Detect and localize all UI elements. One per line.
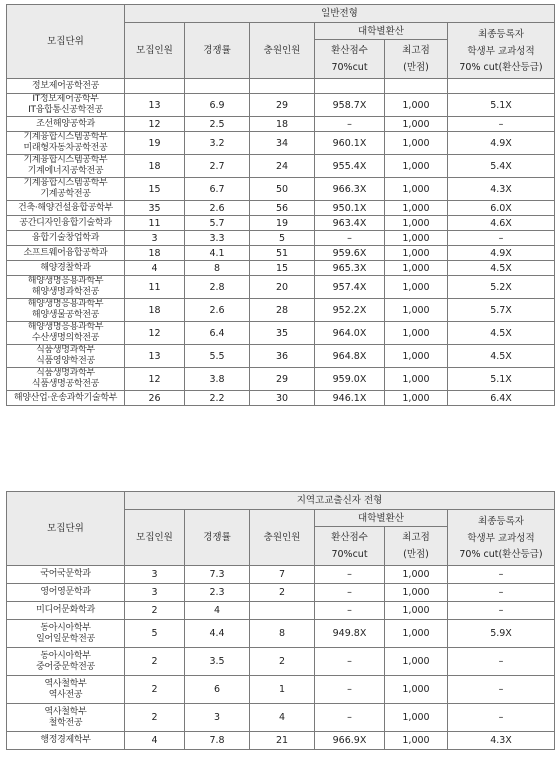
max-score-cell: 1,000: [385, 299, 448, 322]
table-row: [7, 261, 555, 276]
competition-cell: 6.9: [185, 94, 250, 117]
recruit-cell: 3: [125, 566, 185, 584]
grade-cell: [448, 79, 555, 94]
recruit-cell: 4: [125, 261, 185, 276]
competition-cell: 4.1: [185, 246, 250, 261]
conv-score-cell: –: [315, 584, 385, 602]
header-recruit: 모집인원: [125, 510, 185, 566]
conv-score-cell: 966.9X: [315, 732, 385, 750]
unit-cell: 해양생명응용과학부 해양생명과학전공: [7, 276, 125, 299]
table-row: [7, 391, 555, 406]
unit-cell: 역사철학부 역사전공: [7, 676, 125, 704]
table-row: [7, 178, 555, 201]
grade-cell: –: [448, 584, 555, 602]
grade-cell: 6.4X: [448, 391, 555, 406]
header-competition: 경쟁률: [185, 23, 250, 79]
header-univ-conversion: 대학별환산: [315, 23, 448, 40]
conv-score-cell: 963.4X: [315, 216, 385, 231]
max-score-cell: 1,000: [385, 391, 448, 406]
header-unit: 모집단위: [7, 492, 125, 566]
table-row: [7, 602, 555, 620]
max-score-cell: 1,000: [385, 648, 448, 676]
recruit-cell: 18: [125, 155, 185, 178]
grade-cell: 4.5X: [448, 261, 555, 276]
header-max-score: 최고점 (만점): [385, 40, 448, 79]
filled-cell: 7: [250, 566, 315, 584]
table-row: [7, 246, 555, 261]
conv-score-cell: 955.4X: [315, 155, 385, 178]
conv-score-cell: –: [315, 566, 385, 584]
max-score-cell: 1,000: [385, 231, 448, 246]
conv-score-cell: 965.3X: [315, 261, 385, 276]
filled-cell: 4: [250, 704, 315, 732]
grade-cell: 5.1X: [448, 94, 555, 117]
max-score-cell: 1,000: [385, 704, 448, 732]
filled-cell: 15: [250, 261, 315, 276]
conv-score-cell: 964.8X: [315, 345, 385, 368]
filled-cell: 29: [250, 94, 315, 117]
grade-cell: –: [448, 231, 555, 246]
conv-score-cell: –: [315, 231, 385, 246]
recruit-cell: 26: [125, 391, 185, 406]
recruit-cell: 19: [125, 132, 185, 155]
unit-cell: 해양생명응용과학부 해양생물공학전공: [7, 299, 125, 322]
recruit-cell: 4: [125, 732, 185, 750]
max-score-cell: [385, 79, 448, 94]
unit-cell: 식품생명과학부 식품영양학전공: [7, 345, 125, 368]
competition-cell: 8: [185, 261, 250, 276]
max-score-cell: 1,000: [385, 676, 448, 704]
filled-cell: 2: [250, 648, 315, 676]
filled-cell: 18: [250, 117, 315, 132]
table-row: [7, 216, 555, 231]
filled-cell: 36: [250, 345, 315, 368]
filled-cell: 30: [250, 391, 315, 406]
filled-cell: 51: [250, 246, 315, 261]
table-row: [7, 276, 555, 299]
grade-cell: 5.9X: [448, 620, 555, 648]
competition-cell: 2.8: [185, 276, 250, 299]
unit-cell: 영어영문학과: [7, 584, 125, 602]
competition-cell: 2.6: [185, 299, 250, 322]
conv-score-cell: 952.2X: [315, 299, 385, 322]
header-competition: 경쟁률: [185, 510, 250, 566]
max-score-cell: 1,000: [385, 620, 448, 648]
unit-cell: 해양산업·운송과학기술학부: [7, 391, 125, 406]
filled-cell: 20: [250, 276, 315, 299]
filled-cell: 5: [250, 231, 315, 246]
max-score-cell: 1,000: [385, 117, 448, 132]
unit-cell: 동아시아학부 중어중문학전공: [7, 648, 125, 676]
unit-cell: 건축·해양건설융합공학부: [7, 201, 125, 216]
recruit-cell: 12: [125, 322, 185, 345]
table-row: [7, 704, 555, 732]
unit-cell: 행정경제학부: [7, 732, 125, 750]
unit-cell: 기계융합시스템공학부 기계공학전공: [7, 178, 125, 201]
competition-cell: 7.3: [185, 566, 250, 584]
table-row: [7, 201, 555, 216]
conv-score-cell: 950.1X: [315, 201, 385, 216]
max-score-cell: 1,000: [385, 132, 448, 155]
max-score-cell: 1,000: [385, 261, 448, 276]
header-final-registrant: 최종등록자 학생부 교과성적 70% cut(환산등급): [448, 510, 555, 566]
conv-score-cell: –: [315, 117, 385, 132]
competition-cell: 6.4: [185, 322, 250, 345]
conv-score-cell: –: [315, 704, 385, 732]
table-row: [7, 566, 555, 584]
recruit-cell: 11: [125, 216, 185, 231]
competition-cell: 4: [185, 602, 250, 620]
unit-cell: 국어국문학과: [7, 566, 125, 584]
recruit-cell: 2: [125, 676, 185, 704]
conv-score-cell: –: [315, 648, 385, 676]
max-score-cell: 1,000: [385, 246, 448, 261]
regional-admission-table: [6, 491, 555, 750]
table-row: [7, 676, 555, 704]
recruit-cell: 2: [125, 602, 185, 620]
competition-cell: 3.2: [185, 132, 250, 155]
conv-score-cell: –: [315, 602, 385, 620]
grade-cell: –: [448, 648, 555, 676]
grade-cell: –: [448, 117, 555, 132]
table-row: [7, 584, 555, 602]
max-score-cell: 1,000: [385, 178, 448, 201]
recruit-cell: 3: [125, 231, 185, 246]
conv-score-cell: 959.0X: [315, 368, 385, 391]
competition-cell: 2.5: [185, 117, 250, 132]
recruit-cell: 3: [125, 584, 185, 602]
grade-cell: 4.3X: [448, 178, 555, 201]
filled-cell: 2: [250, 584, 315, 602]
unit-cell: 정보제어공학전공: [7, 79, 125, 94]
table-title: 지역고교출신자 전형: [125, 492, 555, 510]
conv-score-cell: [315, 79, 385, 94]
filled-cell: 56: [250, 201, 315, 216]
filled-cell: 34: [250, 132, 315, 155]
unit-cell: 조선해양공학과: [7, 117, 125, 132]
filled-cell: 28: [250, 299, 315, 322]
max-score-cell: 1,000: [385, 216, 448, 231]
unit-cell: 기계융합시스템공학부 기계에너지공학전공: [7, 155, 125, 178]
table-row: [7, 322, 555, 345]
header-recruit: 모집인원: [125, 23, 185, 79]
competition-cell: 2.6: [185, 201, 250, 216]
grade-cell: 4.3X: [448, 732, 555, 750]
grade-cell: 4.5X: [448, 345, 555, 368]
max-score-cell: 1,000: [385, 732, 448, 750]
recruit-cell: 18: [125, 246, 185, 261]
max-score-cell: 1,000: [385, 276, 448, 299]
filled-cell: 19: [250, 216, 315, 231]
competition-cell: 2.7: [185, 155, 250, 178]
grade-cell: 6.0X: [448, 201, 555, 216]
max-score-cell: 1,000: [385, 368, 448, 391]
header-final-registrant: 최종등록자 학생부 교과성적 70% cut(환산등급): [448, 23, 555, 79]
max-score-cell: 1,000: [385, 602, 448, 620]
unit-cell: 기계융합시스템공학부 미래형자동차공학전공: [7, 132, 125, 155]
table-row: [7, 94, 555, 117]
table-row: [7, 155, 555, 178]
filled-cell: 1: [250, 676, 315, 704]
grade-cell: –: [448, 566, 555, 584]
competition-cell: 6.7: [185, 178, 250, 201]
competition-cell: [185, 79, 250, 94]
competition-cell: 4.4: [185, 620, 250, 648]
conv-score-cell: 949.8X: [315, 620, 385, 648]
filled-cell: [250, 602, 315, 620]
unit-cell: 소프트웨어융합공학과: [7, 246, 125, 261]
max-score-cell: 1,000: [385, 94, 448, 117]
conv-score-cell: 960.1X: [315, 132, 385, 155]
unit-cell: 식품생명과학부 식품생명공학전공: [7, 368, 125, 391]
grade-cell: –: [448, 602, 555, 620]
table-row: [7, 132, 555, 155]
conv-score-cell: –: [315, 676, 385, 704]
recruit-cell: 13: [125, 94, 185, 117]
filled-cell: 35: [250, 322, 315, 345]
recruit-cell: 15: [125, 178, 185, 201]
grade-cell: 5.1X: [448, 368, 555, 391]
unit-cell: 해양생명응용과학부 수산생명의학전공: [7, 322, 125, 345]
table-row: [7, 345, 555, 368]
competition-cell: 6: [185, 676, 250, 704]
general-admission-table: [6, 4, 555, 406]
grade-cell: –: [448, 676, 555, 704]
recruit-cell: 2: [125, 648, 185, 676]
header-max-score: 최고점 (만점): [385, 527, 448, 566]
recruit-cell: 18: [125, 299, 185, 322]
grade-cell: 5.4X: [448, 155, 555, 178]
table-row: [7, 79, 555, 94]
max-score-cell: 1,000: [385, 345, 448, 368]
competition-cell: 5.5: [185, 345, 250, 368]
filled-cell: 29: [250, 368, 315, 391]
conv-score-cell: 957.4X: [315, 276, 385, 299]
header-conv-score: 환산점수 70%cut: [315, 40, 385, 79]
filled-cell: 8: [250, 620, 315, 648]
competition-cell: 2.2: [185, 391, 250, 406]
grade-cell: 4.5X: [448, 322, 555, 345]
recruit-cell: 11: [125, 276, 185, 299]
table-title: 일반전형: [125, 5, 555, 23]
conv-score-cell: 959.6X: [315, 246, 385, 261]
recruit-cell: [125, 79, 185, 94]
competition-cell: 5.7: [185, 216, 250, 231]
filled-cell: 21: [250, 732, 315, 750]
filled-cell: 24: [250, 155, 315, 178]
unit-cell: IT정보제어공학부 IT융합통신공학전공: [7, 94, 125, 117]
unit-cell: 동아시아학부 일어일문학전공: [7, 620, 125, 648]
grade-cell: 5.2X: [448, 276, 555, 299]
header-filled: 충원인원: [250, 23, 315, 79]
filled-cell: [250, 79, 315, 94]
table-row: [7, 620, 555, 648]
recruit-cell: 35: [125, 201, 185, 216]
competition-cell: 3.8: [185, 368, 250, 391]
unit-cell: 미디어문화학과: [7, 602, 125, 620]
max-score-cell: 1,000: [385, 155, 448, 178]
competition-cell: 3: [185, 704, 250, 732]
max-score-cell: 1,000: [385, 584, 448, 602]
unit-cell: 역사철학부 철학전공: [7, 704, 125, 732]
table-row: [7, 368, 555, 391]
header-univ-conversion: 대학별환산: [315, 510, 448, 527]
grade-cell: –: [448, 704, 555, 732]
header-unit: 모집단위: [7, 5, 125, 79]
filled-cell: 50: [250, 178, 315, 201]
max-score-cell: 1,000: [385, 322, 448, 345]
conv-score-cell: 946.1X: [315, 391, 385, 406]
table-row: [7, 648, 555, 676]
competition-cell: 7.8: [185, 732, 250, 750]
recruit-cell: 13: [125, 345, 185, 368]
competition-cell: 3.3: [185, 231, 250, 246]
grade-cell: 4.9X: [448, 246, 555, 261]
recruit-cell: 12: [125, 368, 185, 391]
recruit-cell: 2: [125, 704, 185, 732]
grade-cell: 4.6X: [448, 216, 555, 231]
competition-cell: 3.5: [185, 648, 250, 676]
table-row: [7, 299, 555, 322]
table-row: [7, 732, 555, 750]
competition-cell: 2.3: [185, 584, 250, 602]
unit-cell: 해양경찰학과: [7, 261, 125, 276]
table-row: [7, 117, 555, 132]
unit-cell: 공간디자인융합기술학과: [7, 216, 125, 231]
header-conv-score: 환산점수 70%cut: [315, 527, 385, 566]
conv-score-cell: 966.3X: [315, 178, 385, 201]
header-filled: 충원인원: [250, 510, 315, 566]
table-row: [7, 231, 555, 246]
grade-cell: 5.7X: [448, 299, 555, 322]
grade-cell: 4.9X: [448, 132, 555, 155]
recruit-cell: 5: [125, 620, 185, 648]
conv-score-cell: 958.7X: [315, 94, 385, 117]
recruit-cell: 12: [125, 117, 185, 132]
conv-score-cell: 964.0X: [315, 322, 385, 345]
unit-cell: 융합기술창업학과: [7, 231, 125, 246]
max-score-cell: 1,000: [385, 201, 448, 216]
max-score-cell: 1,000: [385, 566, 448, 584]
